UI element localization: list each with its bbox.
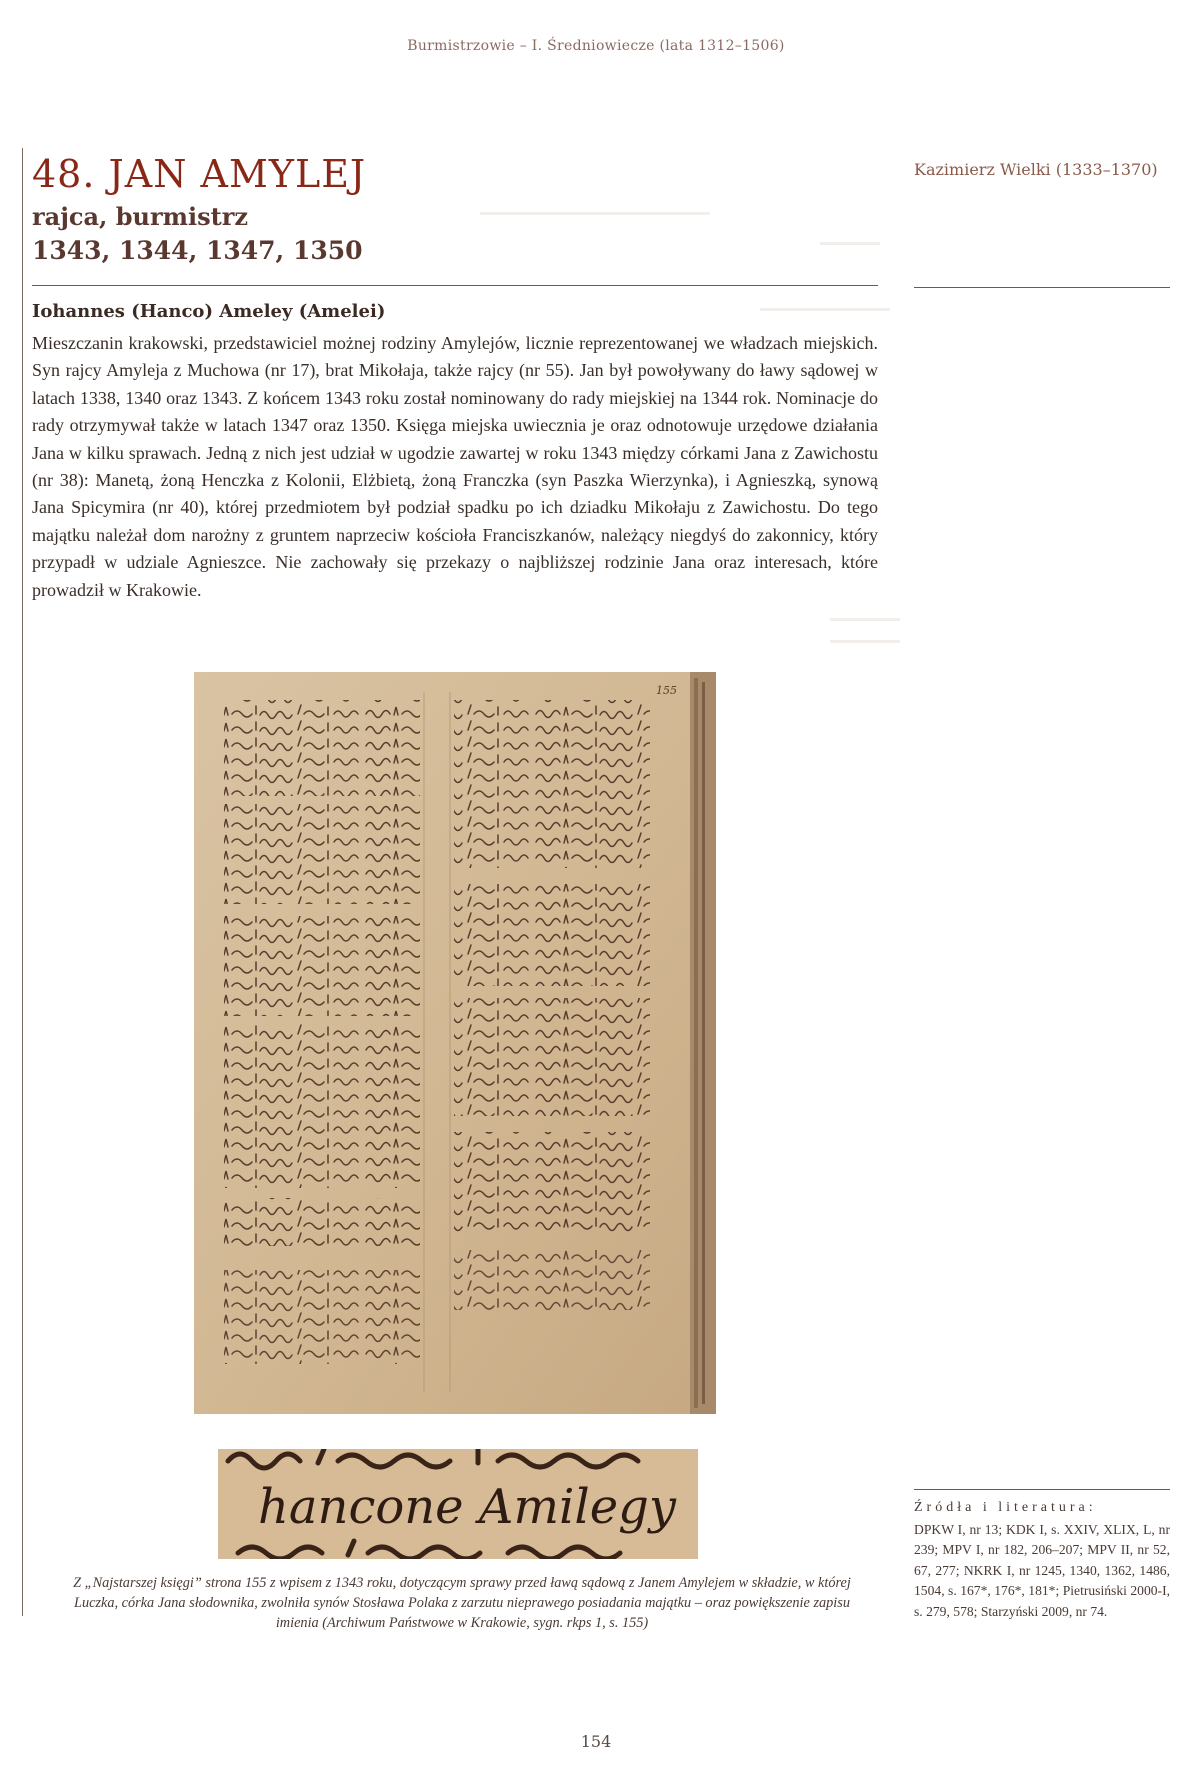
header-rule	[32, 285, 878, 286]
latin-name: Iohannes (Hanco) Ameley (Amelei)	[32, 301, 386, 322]
entry-title: 48. JAN AMYLEJ	[32, 152, 367, 196]
reign-label: Kazimierz Wielki (1333–1370)	[914, 160, 1158, 179]
biography-text: Mieszczanin krakowski, przedstawiciel możnej rodziny Amylejów, licznie reprezentowanej we władzach miejskich. Syn rajcy Amyleja z Muchowa (nr 17), brat Mikołaja, także rajcy (nr 55). Jan był powoływany do ławy sądowej w latach 1338, 1340 oraz 1343. Z końcem 1343 roku został nominowany do rady miejskiej na 1344 rok. Nominacje do rady otrzymywał także w latach 1347 oraz 1350. Księga miejska uwiecznia je oraz odnotowuje urzędowe działania Jana w kilku sprawach. Jedną z nich jest udział w ugodzie zawartej w roku 1343 między córkami Jana z Zawichostu (nr 38): Manetą, żoną Henczka z Kolonii, Elżbietą, żoną Franczka (syn Paszka Wierzynka), i Agnieszką, synową Jana Spicymira (nr 40), której przedmiotem był podział spadku po ich dziadku Mikołaju z Zawichostu. Do tego majątku należał dom narożny z gruntem naprzeciw kościoła Franciszkanów, należący niegdyś do zakonnicy, który przypadł w udziale Agnieszce. Nie zachowały się przekazy o najbliższej rodzinie Jana oraz interesach, które prowadził w Krakowie.	[32, 333, 878, 600]
bleed-through-line	[820, 242, 880, 245]
manuscript-photo	[194, 672, 716, 1414]
sources-text: DPKW I, nr 13; KDK I, s. XXIV, XLIX, L, nr 239; MPV I, nr 182, 206–207; MPV II, nr 52, 67, 277; NKRK I, nr 1245, 1340, 1362, 1486, 1504, s. 167*, 176*, 181*; Pietrusiński 2000-I, s. 279, 578; Starzyński 2009, nr 74.	[914, 1522, 1170, 1619]
margin-rule	[22, 148, 23, 1616]
name-magnification	[218, 1449, 698, 1559]
bleed-through-line	[480, 212, 710, 215]
sidebar-rule	[914, 287, 1170, 288]
entry-roles: rajca, burmistrz	[32, 202, 249, 231]
entry-years: 1343, 1344, 1347, 1350	[32, 236, 363, 265]
figure-caption: Z „Najstarszej księgi” strona 155 z wpisem z 1343 roku, dotyczącym sprawy przed ławą sądową z Janem Amylejem w składzie, w której Luczka, córka Jana słodownika, zwolniła synów Stosława Polaka z zarzutu nieprawego posiadania majątku – oraz powiększenie zapisu imienia (Archiwum Państwowe w Krakowie, sygn. rkps 1, s. 155)	[73, 1575, 851, 1631]
bleed-through-line	[830, 640, 900, 643]
bleed-through-line	[760, 308, 890, 311]
zoom-script: hancone Amilegy	[258, 1479, 676, 1535]
sources-heading: Źródła i literatura:	[914, 1500, 1097, 1515]
folio-number: 155	[656, 684, 677, 697]
page-number: 154	[580, 1732, 612, 1751]
bleed-through-line	[830, 618, 900, 621]
running-head: Burmistrzowie – I. Średniowiecze (lata 1312–1506)	[407, 38, 785, 54]
sources-rule	[914, 1489, 1170, 1490]
